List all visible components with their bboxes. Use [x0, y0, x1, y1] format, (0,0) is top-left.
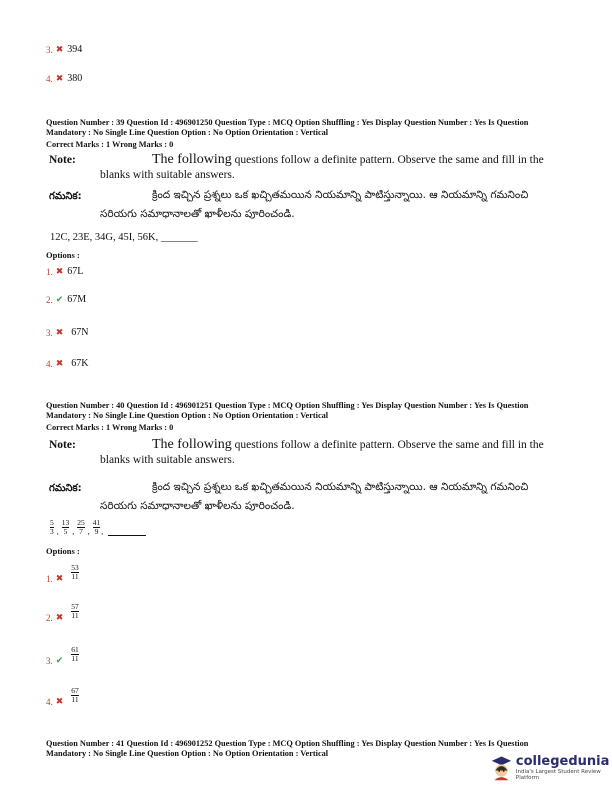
option-number: 1. — [46, 266, 53, 277]
wrong-mark-icon: ✖ — [55, 574, 64, 584]
denominator: 7 — [79, 527, 83, 536]
wrong-mark-icon: ✖ — [55, 73, 64, 84]
wrong-mark-icon: ✖ — [55, 266, 64, 277]
prev-option-3 — [46, 44, 82, 55]
fraction — [62, 519, 70, 536]
q40-telugu-text: క్రింద ఇచ్చిన ప్రశ్నలు ఒక ఖచ్చితమయిన నియమాన్ని పాటిస్తున్నాయి. ఆ నియమాన్ని గమనించి సరియగు సమాధానాలతో ఖాళీలను పూరించండి. — [100, 481, 529, 512]
option-number: 4. — [46, 697, 53, 707]
q40-meta: Question Number : 40 Question Id : 496901251 Question Type : MCQ Option Shuffling : Yes Display Question Number : Yes Is Question Mandatory : No Single Line Question Option : No Option Orientation : Vertical — [46, 401, 529, 420]
numerator: 25 — [77, 518, 85, 527]
collegedunia-logo — [490, 752, 612, 782]
q39-note-label: Note: — [49, 154, 76, 166]
option-text: 67K — [71, 358, 89, 369]
q40-option-1 — [46, 560, 79, 584]
option-text: 67N — [71, 327, 89, 338]
option-fraction — [71, 687, 79, 704]
correct-check-icon: ✔ — [55, 294, 64, 305]
logo-tagline: India's Largest Student Review Platform — [515, 768, 601, 781]
option-number: 3. — [46, 44, 53, 55]
option-text: 394 — [67, 44, 83, 55]
numerator: 5 — [50, 518, 54, 527]
q40-option-3 — [46, 642, 79, 666]
numerator: 13 — [61, 518, 70, 527]
q39-note-text — [100, 152, 545, 183]
q39-telugu-label: గమనిక: — [49, 191, 82, 202]
fraction — [77, 519, 85, 536]
prev-option-4 — [46, 73, 82, 84]
q40-note-rest: questions follow a definite pattern. Observe the same and fill in the blanks with suitable answers. — [100, 439, 544, 466]
q39-option-1 — [46, 266, 83, 277]
denominator: 5 — [63, 527, 68, 536]
q39-option-4 — [46, 358, 89, 369]
wrong-mark-icon: ✖ — [55, 697, 64, 707]
denominator: 9 — [94, 527, 99, 536]
numerator: 41 — [92, 518, 101, 527]
q39-option-2 — [46, 294, 86, 305]
option-fraction — [71, 603, 79, 620]
option-text: 67L — [67, 266, 84, 277]
option-text: 67M — [67, 294, 87, 305]
q39-option-3 — [46, 327, 89, 338]
numerator: 61 — [71, 644, 79, 654]
q40-note-text — [100, 437, 545, 468]
q40-note-label: Note: — [49, 439, 76, 451]
q39-meta: Question Number : 39 Question Id : 496901250 Question Type : MCQ Option Shuffling : Yes Display Question Number : Yes Is Question Mandatory : No Single Line Question Option : No Option Orientation : Vertical — [46, 118, 529, 137]
option-fraction — [71, 564, 79, 581]
denominator: 11 — [71, 653, 79, 663]
denominator: 3 — [50, 527, 54, 536]
denominator: 11 — [71, 610, 79, 620]
logo-title: collegedunia — [515, 753, 610, 769]
correct-check-icon: ✔ — [55, 656, 64, 666]
option-fraction — [71, 646, 79, 663]
wrong-mark-icon: ✖ — [55, 327, 64, 338]
wrong-mark-icon: ✖ — [55, 358, 64, 369]
option-number: 2. — [46, 294, 53, 305]
wrong-mark-icon: ✖ — [55, 613, 64, 623]
q39-note-emph: The following — [152, 152, 232, 167]
q40-option-2 — [46, 599, 79, 623]
q39-sequence: 12C, 23E, 34G, 45I, 56K, _______ — [50, 232, 198, 243]
graduate-mascot-icon — [490, 752, 513, 782]
fraction — [50, 519, 54, 536]
q41-meta: Question Number : 41 Question Id : 496901252 Question Type : MCQ Option Shuffling : Yes Display Question Number : Yes Is Question Mandatory : No Single Line Question Option : No Option Orientation : Vertical — [46, 739, 529, 758]
wrong-mark-icon: ✖ — [55, 44, 64, 55]
fraction — [93, 519, 101, 536]
option-number: 1. — [46, 574, 53, 584]
numerator: 57 — [71, 601, 79, 611]
answer-blank — [108, 535, 146, 536]
option-number: 4. — [46, 358, 53, 369]
q40-fraction-sequence: $\frac{5}{3}$ , $\frac{13}{5}$ , $\frac{25}{7}$ , $\frac{41}{9}$ , — [50, 519, 146, 536]
q40-options-label: Options : — [46, 546, 80, 556]
q39-options-label: Options : — [46, 250, 80, 260]
numerator: 67 — [71, 685, 79, 695]
numerator: 53 — [71, 562, 79, 572]
q39-note-rest: questions follow a definite pattern. Observe the same and fill in the blanks with suitable answers. — [100, 154, 544, 181]
q40-telugu-label: గమనిక: — [49, 483, 82, 494]
q39-marks: Correct Marks : 1 Wrong Marks : 0 — [46, 140, 174, 149]
option-number: 3. — [46, 656, 53, 666]
q40-option-4 — [46, 683, 79, 707]
q40-note-emph: The following — [152, 437, 232, 452]
option-number: 3. — [46, 327, 53, 338]
q40-marks: Correct Marks : 1 Wrong Marks : 0 — [46, 423, 174, 432]
option-text: 380 — [67, 73, 83, 84]
denominator: 11 — [71, 694, 79, 704]
option-number: 4. — [46, 73, 53, 84]
option-number: 2. — [46, 613, 53, 623]
q39-telugu-text: క్రింద ఇచ్చిన ప్రశ్నలు ఒక ఖచ్చితమయిన నియమాన్ని పాటిస్తున్నాయి. ఆ నియమాన్ని గమనించి సరియగు సమాధానాలతో ఖాళీలను పూరించండి. — [100, 189, 529, 220]
denominator: 11 — [71, 571, 79, 581]
